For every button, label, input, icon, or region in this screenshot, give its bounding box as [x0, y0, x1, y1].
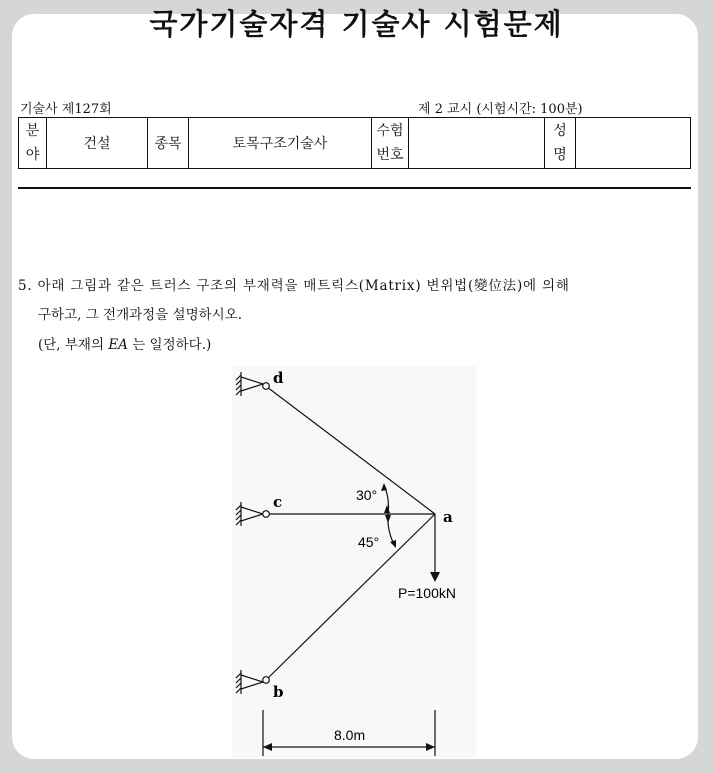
- exam-info-table: [18, 117, 691, 169]
- label-node-c: c: [273, 493, 283, 511]
- category-value: 토목구조기술사: [189, 118, 372, 169]
- session-time: 제 2 교시 (시험시간: 100분): [418, 102, 583, 117]
- exam-round: 기술사 제127회: [20, 102, 112, 117]
- truss-diagram: [232, 366, 476, 758]
- question-line-1: 5. 아래 그림과 같은 트러스 구조의 부재력을 매트릭스(Matrix) 변위법(變位法)에 의해: [18, 278, 570, 294]
- support-b-pin: [241, 675, 263, 689]
- support-d-hatch: [236, 372, 241, 396]
- dimension-arrowhead-right: [426, 743, 435, 751]
- name-label-line1: 성: [553, 123, 567, 139]
- angle-arrowhead-30: [381, 483, 387, 491]
- angle-arrowhead-45: [390, 540, 396, 548]
- truss-figure: [232, 366, 476, 758]
- ea-symbol: EA: [108, 337, 128, 353]
- label-node-a: a: [443, 508, 453, 526]
- angle-arrowhead-45-top: [384, 505, 390, 513]
- question-condition: [38, 333, 211, 353]
- member-da: [267, 387, 435, 514]
- condition-suffix: 는 일정하다.): [127, 337, 212, 353]
- label-angle-30: 30°: [356, 487, 378, 503]
- label-load: P=100kN: [398, 585, 456, 601]
- category-label: 종목: [148, 118, 189, 169]
- dimension-arrowhead-left: [263, 743, 272, 751]
- node-c-pin: [263, 511, 270, 518]
- exam-number-field[interactable]: [409, 118, 545, 169]
- field-label-line2: 야: [25, 147, 40, 163]
- support-c-pin: [241, 507, 263, 521]
- support-d-pin: [241, 377, 263, 391]
- header-divider: [18, 187, 691, 189]
- name-field[interactable]: [576, 118, 691, 169]
- exam-number-label-line1: 수험: [376, 123, 404, 139]
- node-b-pin: [263, 677, 270, 684]
- label-angle-45: 45°: [358, 534, 380, 550]
- field-label-line1: 분: [25, 123, 40, 139]
- exam-title: 국가기술자격 기술사 시험문제: [149, 7, 564, 41]
- exam-number-label: [372, 118, 409, 169]
- field-label: [19, 118, 47, 169]
- field-value: 건설: [47, 118, 148, 169]
- load-arrowhead: [430, 572, 440, 582]
- node-d-pin: [263, 383, 270, 390]
- support-c-hatch: [236, 502, 241, 526]
- name-label-line2: 명: [553, 147, 567, 163]
- label-node-d: d: [273, 369, 284, 387]
- condition-prefix: (단, 부재의: [38, 337, 109, 353]
- label-span: 8.0m: [334, 727, 366, 743]
- label-node-b: b: [273, 683, 284, 701]
- angle-arrowhead-30-bottom: [385, 515, 391, 523]
- question-line-2: 구하고, 그 전개과정을 설명하시오.: [38, 307, 243, 323]
- exam-number-label-line2: 번호: [376, 147, 404, 163]
- name-label: [545, 118, 576, 169]
- support-b-hatch: [236, 670, 241, 694]
